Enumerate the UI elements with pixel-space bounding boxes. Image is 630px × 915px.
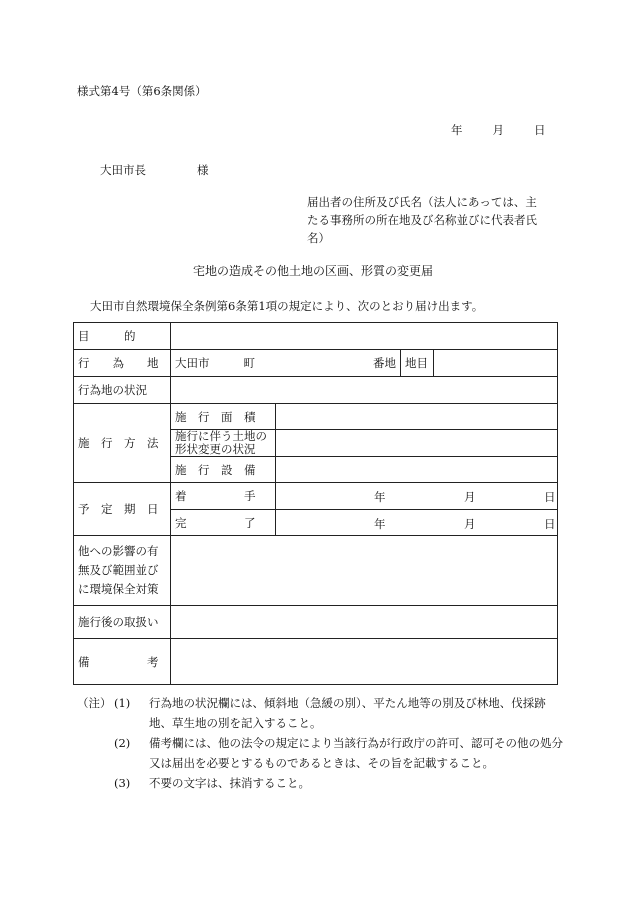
field-method-change[interactable] xyxy=(276,430,558,457)
field-finish-date[interactable] xyxy=(276,510,558,536)
label-site: 行 為 地 xyxy=(74,350,171,377)
date-year: 年 xyxy=(451,123,463,137)
field-method-area[interactable] xyxy=(276,404,558,430)
field-chimoku[interactable] xyxy=(434,350,558,377)
label-schedule: 予 定 期 日 xyxy=(74,483,171,536)
date-line xyxy=(451,122,546,138)
label-remarks: 備 考 xyxy=(74,639,171,685)
note-1-text: 行為地の状況欄には、傾斜地（急緩の別）、平たん地等の別及び林地、伐採跡地、草生地の別を記入すること。 xyxy=(149,696,546,730)
field-remarks[interactable] xyxy=(171,639,558,685)
note-2 xyxy=(77,733,567,773)
row-purpose xyxy=(74,323,558,350)
row-impact xyxy=(74,536,558,606)
row-site-status xyxy=(74,377,558,404)
label-impact: 他への影響の有無及び範囲並びに環境保全対策 xyxy=(74,536,171,606)
form-number: 様式第4号（第6条関係） xyxy=(77,84,207,98)
date-month: 月 xyxy=(492,123,504,137)
label-method-change: 施行に伴う土地の形状変更の状況 xyxy=(171,430,276,457)
row-after xyxy=(74,606,558,639)
field-start-date[interactable] xyxy=(276,483,558,510)
start-year: 年 xyxy=(374,490,386,504)
site-town: 町 xyxy=(243,356,255,370)
field-method-facility[interactable] xyxy=(276,457,558,483)
label-chimoku: 地目 xyxy=(401,350,434,377)
field-site-address[interactable] xyxy=(171,350,401,377)
finish-year: 年 xyxy=(374,517,386,531)
note-3 xyxy=(77,773,567,793)
addressee: 大田市長 xyxy=(100,163,146,177)
date-day: 日 xyxy=(534,123,546,137)
label-method-facility: 施 行 設 備 xyxy=(171,457,276,483)
start-day: 日 xyxy=(544,490,556,504)
note-3-number: (3) xyxy=(114,776,131,790)
row-site xyxy=(74,350,558,377)
notes-label: （注） xyxy=(77,696,112,710)
application-table xyxy=(73,322,558,685)
honorific: 様 xyxy=(197,163,209,177)
document-title: 宅地の造成その他土地の区画、形質の変更届 xyxy=(193,264,434,278)
note-1-number: (1) xyxy=(114,696,131,710)
applicant-label: 届出者の住所及び氏名（法人にあっては、主たる事務所の所在地及び名称並びに代表者氏名） xyxy=(307,195,537,245)
label-finish: 完 了 xyxy=(171,510,276,536)
row-method-area xyxy=(74,404,558,430)
field-after[interactable] xyxy=(171,606,558,639)
note-3-text: 不要の文字は、抹消すること。 xyxy=(149,776,310,790)
site-banchi: 番地 xyxy=(373,356,396,370)
finish-month: 月 xyxy=(464,517,476,531)
row-start xyxy=(74,483,558,510)
note-2-text: 備考欄には、他の法令の規定により当該行為が行政庁の許可、認可その他の処分又は届出を必要とするものであるときは、その旨を記載すること。 xyxy=(149,736,563,770)
lead-text: 大田市自然環境保全条例第6条第1項の規定により、次のとおり届け出ます。 xyxy=(90,299,484,313)
start-month: 月 xyxy=(464,490,476,504)
field-purpose[interactable] xyxy=(171,323,558,350)
field-impact[interactable] xyxy=(171,536,558,606)
finish-day: 日 xyxy=(544,517,556,531)
row-remarks xyxy=(74,639,558,685)
label-after: 施行後の取扱い xyxy=(74,606,171,639)
label-purpose: 目 的 xyxy=(74,323,171,350)
note-1 xyxy=(77,693,567,733)
site-city: 大田市 xyxy=(175,356,210,370)
label-start: 着 手 xyxy=(171,483,276,510)
field-site-status[interactable] xyxy=(171,377,558,404)
label-method: 施 行 方 法 xyxy=(74,404,171,483)
label-site-status: 行為地の状況 xyxy=(74,377,171,404)
note-2-number: (2) xyxy=(114,736,131,750)
notes-section xyxy=(77,693,567,793)
label-method-area: 施 行 面 積 xyxy=(171,404,276,430)
